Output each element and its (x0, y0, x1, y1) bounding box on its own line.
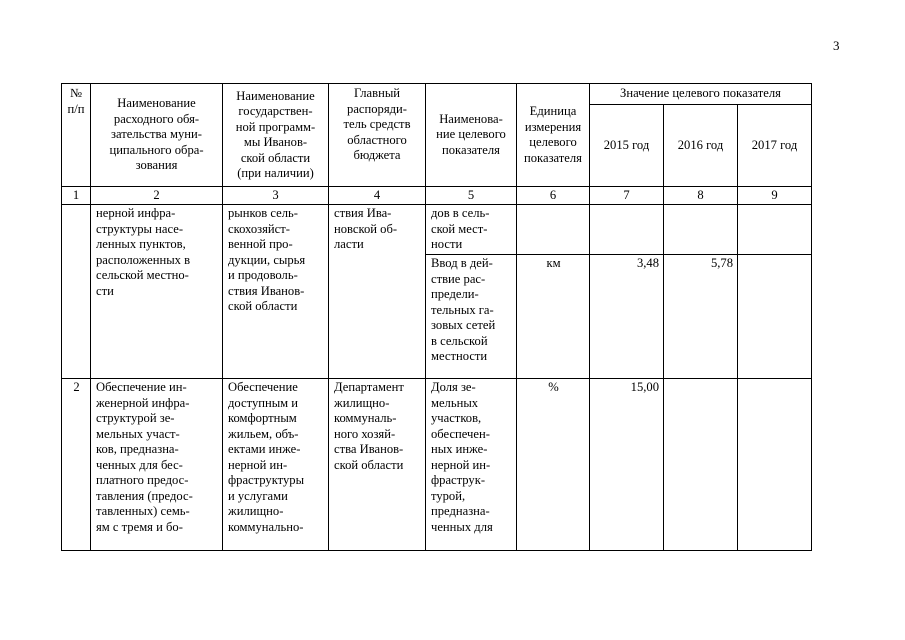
row-value-2015: 3,48 (590, 255, 664, 379)
header-indicator-name: Наименова- ние целевого показателя (426, 84, 517, 187)
header-program: Наименование государствен- ной программ- мы Иванов- ской области (при наличии) (223, 84, 329, 187)
row-unit: % (517, 379, 590, 551)
row-obligation: Обеспечение ин- женерной инфра- структурой зе- мельных участ- ков, предназна- ченных для бес- платного предос- тавления (предос- тавленных) семь- ям с тремя и бо- (91, 379, 223, 551)
row-indicator-name: Ввод в дей- ствие рас- предели- тельных га- зовых сетей в сельской местности (426, 255, 517, 379)
column-number: 8 (664, 187, 738, 205)
row-value-2015 (590, 205, 664, 255)
row-value-2016 (664, 379, 738, 551)
row-value-2017 (738, 255, 812, 379)
table-row (62, 205, 812, 255)
header-manager: Главный распоряди- тель средств областного бюджета (329, 84, 426, 187)
column-number: 2 (91, 187, 223, 205)
header-obligation: Наименование расходного обя- зательства муни- ципального обра- зования (91, 84, 223, 187)
header-number: № п/п (62, 84, 91, 187)
column-number: 5 (426, 187, 517, 205)
header-year-2017: 2017 год (738, 105, 812, 187)
header-year-2015: 2015 год (590, 105, 664, 187)
page-number: 3 (833, 38, 840, 53)
row-unit: км (517, 255, 590, 379)
row-number (62, 205, 91, 379)
table-row (62, 379, 812, 551)
row-program: рынков сель- скохозяйст- венной про- дукции, сырья и продоволь- ствия Иванов- ской области (223, 205, 329, 379)
row-manager: Департамент жилищно- коммуналь- ного хозяй- ства Иванов- ской области (329, 379, 426, 551)
header-target-value: Значение целевого показателя (590, 84, 812, 105)
target-indicators-table (61, 83, 812, 551)
row-unit (517, 205, 590, 255)
row-value-2016 (664, 205, 738, 255)
row-indicator-name: дов в сель- ской мест- ности (426, 205, 517, 255)
column-number: 7 (590, 187, 664, 205)
row-indicator-name: Доля зе- мельных участков, обеспечен- ных инже- нерной ин- фраструк- турой, предназна- ченных для (426, 379, 517, 551)
row-obligation: нерной инфра- структуры насе- ленных пунктов, расположенных в сельской местно- сти (91, 205, 223, 379)
row-value-2017 (738, 205, 812, 255)
header-year-2016: 2016 год (664, 105, 738, 187)
column-number: 1 (62, 187, 91, 205)
column-number: 9 (738, 187, 812, 205)
row-program: Обеспечение доступным и комфортным жильем, объ- ектами инже- нерной ин- фраструктуры и услугами жилищно- коммунально- (223, 379, 329, 551)
column-number: 6 (517, 187, 590, 205)
header-unit: Единица измерения целевого показателя (517, 84, 590, 187)
row-manager: ствия Ива- новской об- ласти (329, 205, 426, 379)
row-value-2016: 5,78 (664, 255, 738, 379)
column-number: 4 (329, 187, 426, 205)
row-value-2015: 15,00 (590, 379, 664, 551)
row-value-2017 (738, 379, 812, 551)
column-number: 3 (223, 187, 329, 205)
row-number: 2 (62, 379, 91, 551)
